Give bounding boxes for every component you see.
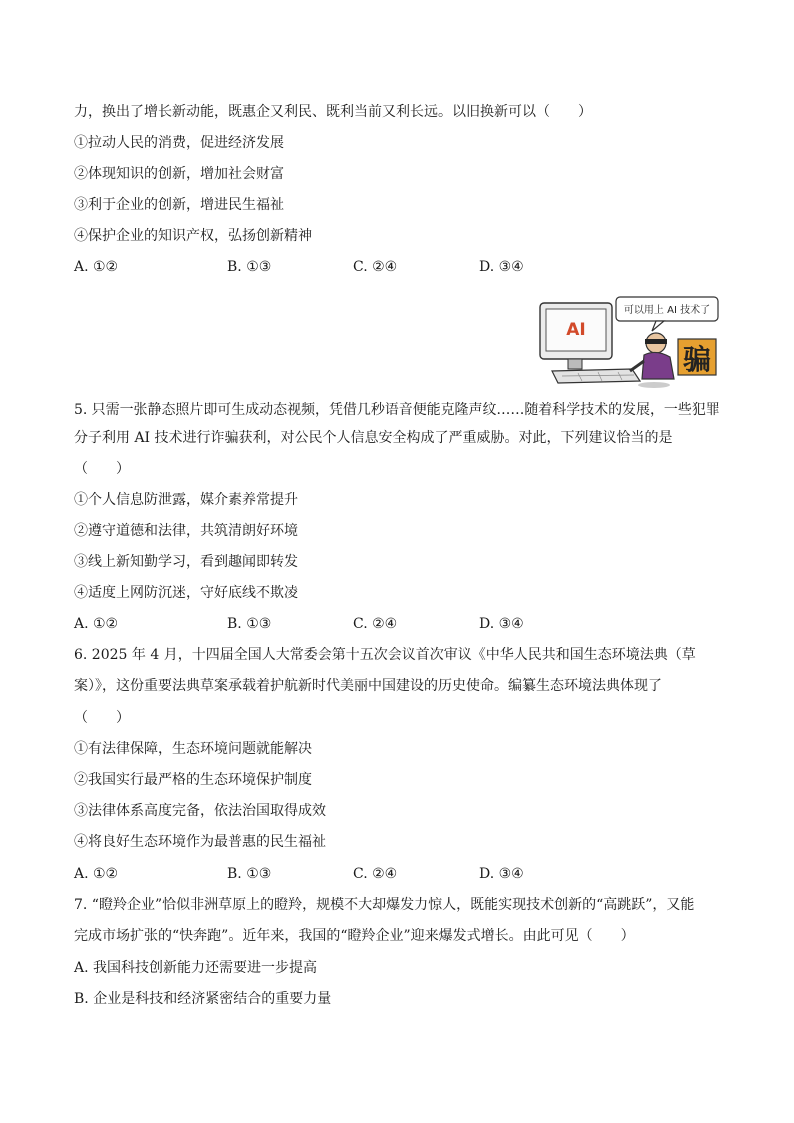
q5-option-c[interactable]: C. ②④ <box>353 616 398 632</box>
q5-statement-2: ②遵守道德和法律，共筑清朗好环境 <box>74 523 298 539</box>
q5-statement-3: ③线上新知勤学习，看到趣闻即转发 <box>74 554 298 570</box>
q4-statement-1: ①拉动人民的消费，促进经济发展 <box>74 135 284 151</box>
q6-stem-line-2: 案）》，这份重要法典草案承载着护航新时代美丽中国建设的历史使命。编纂生态环境法典体现了 <box>74 678 662 694</box>
q5-option-b[interactable]: B. ①③ <box>227 616 272 632</box>
q4-statement-2: ②体现知识的创新，增加社会财富 <box>74 166 284 182</box>
speech-bubble-text: 可以用上 AI 技术了 <box>623 305 711 316</box>
q4-stem: 力，换出了增长新动能，既惠企又利民、既利当前又利长远。以旧换新可以（ ） <box>74 104 592 120</box>
q6-statement-1: ①有法律保障，生态环境问题就能解决 <box>74 741 312 757</box>
q6-statement-4: ④将良好生态环境作为最普惠的民生福祉 <box>74 834 326 850</box>
q6-stem-line-3: （ ） <box>74 710 130 726</box>
q4-option-a[interactable]: A. ①② <box>74 259 119 275</box>
screen-ai-text: AI <box>566 320 586 340</box>
q7-choice-a[interactable]: A. 我国科技创新能力还需要进一步提高 <box>74 960 318 976</box>
q6-option-c[interactable]: C. ②④ <box>353 866 398 882</box>
q5-stem-line-2: 分子利用 AI 技术进行诈骗获利，对公民个人信息安全构成了严重威胁。对此，下列建议恰当的是 <box>74 430 673 446</box>
q6-statement-3: ③法律体系高度完备，依法治国取得成效 <box>74 803 326 819</box>
q6-stem-line-1: 6. 2025 年 4 月，十四届全国人大常委会第十五次会议首次审议《中华人民共和国生态环境法典（草 <box>74 647 696 663</box>
q5-stem-line-1: 5. 只需一张静态照片即可生成动态视频，凭借几秒语音便能克隆声纹……随着科学技术的发展，一些犯罪 <box>74 402 720 418</box>
q7-stem-line-1: 7. “瞪羚企业”恰似非洲草原上的瞪羚，规模不大却爆发力惊人，既能实现技术创新的“高跳跃”，又能 <box>74 897 695 913</box>
q5-options <box>74 614 720 634</box>
q7-choice-b[interactable]: B. 企业是科技和经济紧密结合的重要力量 <box>74 991 332 1007</box>
q4-statement-4: ④保护企业的知识产权，弘扬创新精神 <box>74 228 312 244</box>
q7-stem-line-2: 完成市场扩张的“快奔跑”。近年来，我国的“瞪羚企业”迎来爆发式增长。由此可见（ ） <box>74 928 635 944</box>
q4-option-d[interactable]: D. ③④ <box>479 259 524 275</box>
q5-statement-1: ①个人信息防泄露，媒介素养常提升 <box>74 492 298 508</box>
q5-option-d[interactable]: D. ③④ <box>479 616 524 632</box>
q4-option-c[interactable]: C. ②④ <box>353 259 398 275</box>
q6-statement-2: ②我国实行最严格的生态环境保护制度 <box>74 772 312 788</box>
q6-option-b[interactable]: B. ①③ <box>227 866 272 882</box>
q5-option-a[interactable]: A. ①② <box>74 616 119 632</box>
q4-option-b[interactable]: B. ①③ <box>227 259 272 275</box>
q4-statement-3: ③利于企业的创新，增进民生福祉 <box>74 197 284 213</box>
q6-option-d[interactable]: D. ③④ <box>479 866 524 882</box>
q6-option-a[interactable]: A. ①② <box>74 866 119 882</box>
q4-options <box>74 257 720 277</box>
fraud-stamp-text: 骗 <box>682 343 712 376</box>
q6-options <box>74 864 720 884</box>
ai-fraud-cartoon <box>538 293 720 389</box>
q5-stem-line-3: （ ） <box>74 461 130 477</box>
q5-statement-4: ④适度上网防沉迷，守好底线不欺凌 <box>74 585 298 601</box>
